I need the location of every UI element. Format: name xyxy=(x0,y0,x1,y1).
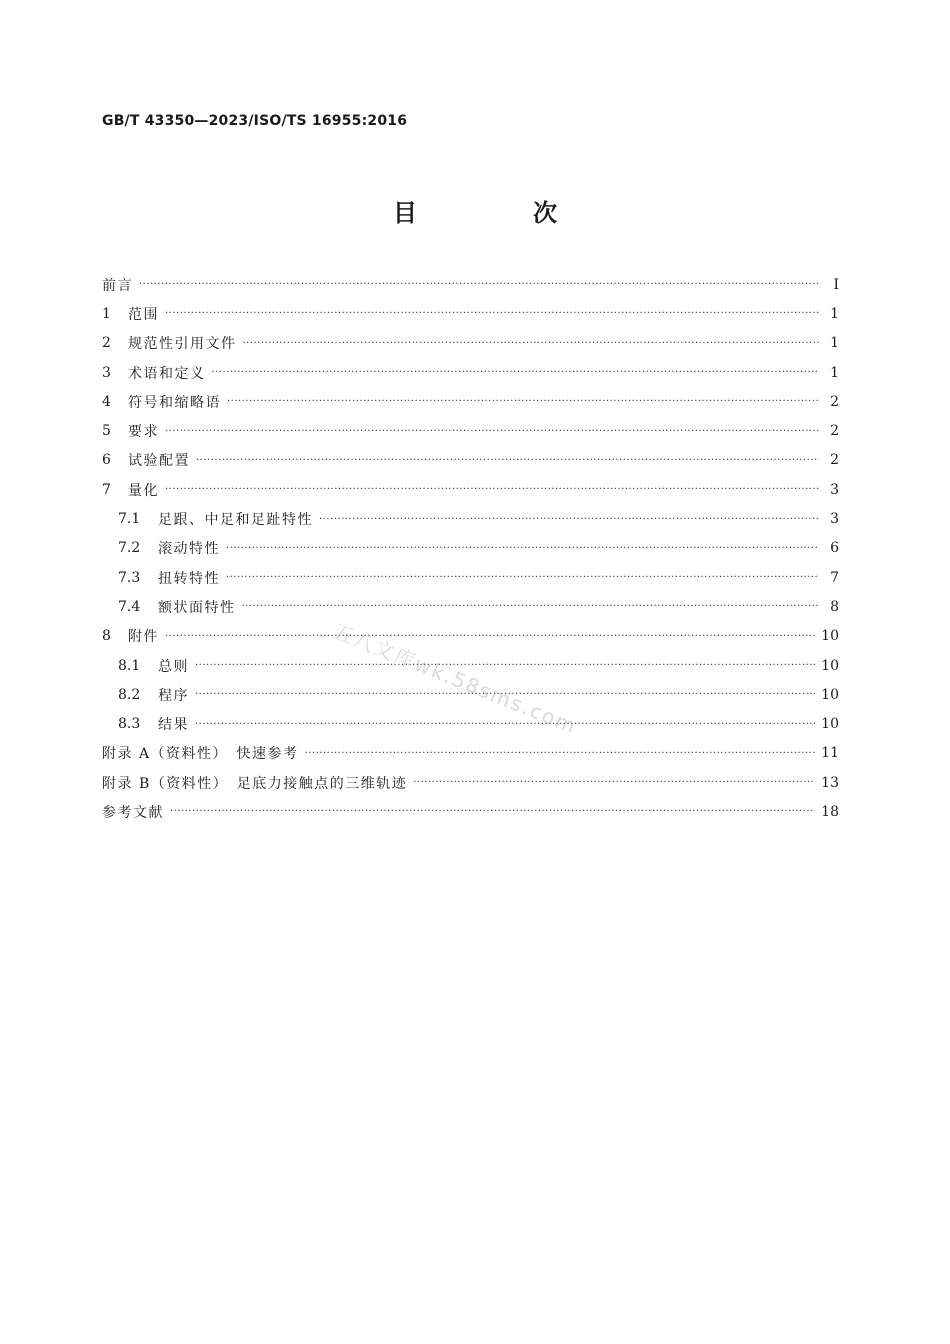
toc-page: 1 xyxy=(830,305,839,322)
toc-label: 结果 xyxy=(158,717,189,734)
leader-dots xyxy=(319,514,819,525)
toc-label: 规范性引用文件 xyxy=(128,336,237,353)
toc-entry-annex-a[interactable] xyxy=(102,739,839,768)
toc-number: 8.2 xyxy=(118,686,141,703)
toc-page: 3 xyxy=(830,511,839,528)
toc-page: 2 xyxy=(830,423,839,440)
toc-label: 范围 xyxy=(128,306,159,323)
toc-page: 3 xyxy=(830,481,839,498)
leader-dots xyxy=(165,308,819,319)
toc-page: 11 xyxy=(821,745,839,762)
leader-dots xyxy=(242,601,820,612)
toc-entry-6[interactable] xyxy=(102,446,839,475)
toc-entry-bibliography[interactable] xyxy=(102,797,839,826)
toc-label: 要求 xyxy=(128,424,159,441)
toc-page: 1 xyxy=(830,335,839,352)
toc-page: 2 xyxy=(830,452,839,469)
table-of-contents xyxy=(102,270,839,827)
toc-entry-7[interactable] xyxy=(102,475,839,504)
toc-page: 8 xyxy=(830,598,839,615)
toc-number: 8.1 xyxy=(118,657,141,674)
leader-dots xyxy=(196,455,819,466)
leader-dots xyxy=(195,660,815,671)
toc-entry-2[interactable] xyxy=(102,329,839,358)
toc-page: 6 xyxy=(830,540,839,557)
toc-label: 前言 xyxy=(102,277,133,294)
toc-number: 3 xyxy=(102,364,111,381)
toc-entry-1[interactable] xyxy=(102,299,839,328)
toc-label: 附件 xyxy=(128,629,159,646)
toc-label: 滚动特性 xyxy=(158,541,220,558)
leader-dots xyxy=(227,396,819,407)
toc-page: 10 xyxy=(821,657,839,674)
page-title: 目 次 xyxy=(393,199,603,227)
toc-number: 1 xyxy=(102,305,111,322)
leader-dots xyxy=(226,572,819,583)
toc-entry-8-3[interactable] xyxy=(102,709,839,738)
toc-entry-7-4[interactable] xyxy=(102,592,839,621)
toc-entry-7-1[interactable] xyxy=(102,504,839,533)
toc-number: 7.1 xyxy=(118,511,141,528)
toc-page: 10 xyxy=(821,686,839,703)
leader-dots xyxy=(212,367,820,378)
leader-dots xyxy=(413,777,815,788)
toc-label: 术语和定义 xyxy=(128,365,206,382)
toc-number: 8 xyxy=(102,628,111,645)
toc-number: 4 xyxy=(102,393,111,410)
toc-number: 7.4 xyxy=(118,598,141,615)
toc-label: 试验配置 xyxy=(128,453,190,470)
toc-label: 程序 xyxy=(158,687,189,704)
toc-page: 13 xyxy=(821,774,839,791)
toc-page: 10 xyxy=(821,628,839,645)
leader-dots xyxy=(165,426,819,437)
leader-dots xyxy=(226,543,819,554)
toc-page: 10 xyxy=(821,716,839,733)
toc-label: 额状面特性 xyxy=(158,599,236,616)
toc-entry-3[interactable] xyxy=(102,358,839,387)
toc-label: 附录 A（资料性） 快速参考 xyxy=(102,746,299,763)
toc-page: Ⅰ xyxy=(833,276,839,293)
toc-number: 7 xyxy=(102,481,111,498)
leader-dots xyxy=(165,631,815,642)
toc-page: 1 xyxy=(830,364,839,381)
toc-entry-8[interactable] xyxy=(102,622,839,651)
standard-number: GB/T 43350—2023/ISO/TS 16955:2016 xyxy=(102,113,408,129)
toc-label: 符号和缩略语 xyxy=(128,394,221,411)
toc-number: 6 xyxy=(102,452,111,469)
toc-label: 附录 B（资料性） 足底力接触点的三维轨迹 xyxy=(102,775,408,792)
toc-entry-4[interactable] xyxy=(102,387,839,416)
toc-entry-7-3[interactable] xyxy=(102,563,839,592)
toc-label: 参考文献 xyxy=(102,804,164,821)
toc-label: 总则 xyxy=(158,658,189,675)
toc-entry-annex-b[interactable] xyxy=(102,768,839,797)
toc-entry-5[interactable] xyxy=(102,416,839,445)
toc-page: 18 xyxy=(821,803,839,820)
toc-entry-foreword[interactable] xyxy=(102,270,839,299)
toc-number: 8.3 xyxy=(118,716,141,733)
leader-dots xyxy=(139,279,819,290)
watermark: 五八文库wk.58sms.com xyxy=(329,618,581,739)
toc-number: 7.2 xyxy=(118,540,141,557)
toc-page: 7 xyxy=(830,569,839,586)
leader-dots xyxy=(165,484,819,495)
toc-label: 足跟、中足和足趾特性 xyxy=(158,512,313,529)
leader-dots xyxy=(243,338,820,349)
toc-page: 2 xyxy=(830,393,839,410)
toc-label: 扭转特性 xyxy=(158,570,220,587)
toc-number: 5 xyxy=(102,423,111,440)
toc-entry-7-2[interactable] xyxy=(102,534,839,563)
leader-dots xyxy=(170,806,815,817)
leader-dots xyxy=(305,748,816,759)
toc-number: 7.3 xyxy=(118,569,141,586)
toc-number: 2 xyxy=(102,335,111,352)
toc-label: 量化 xyxy=(128,482,159,499)
leader-dots xyxy=(195,719,815,730)
